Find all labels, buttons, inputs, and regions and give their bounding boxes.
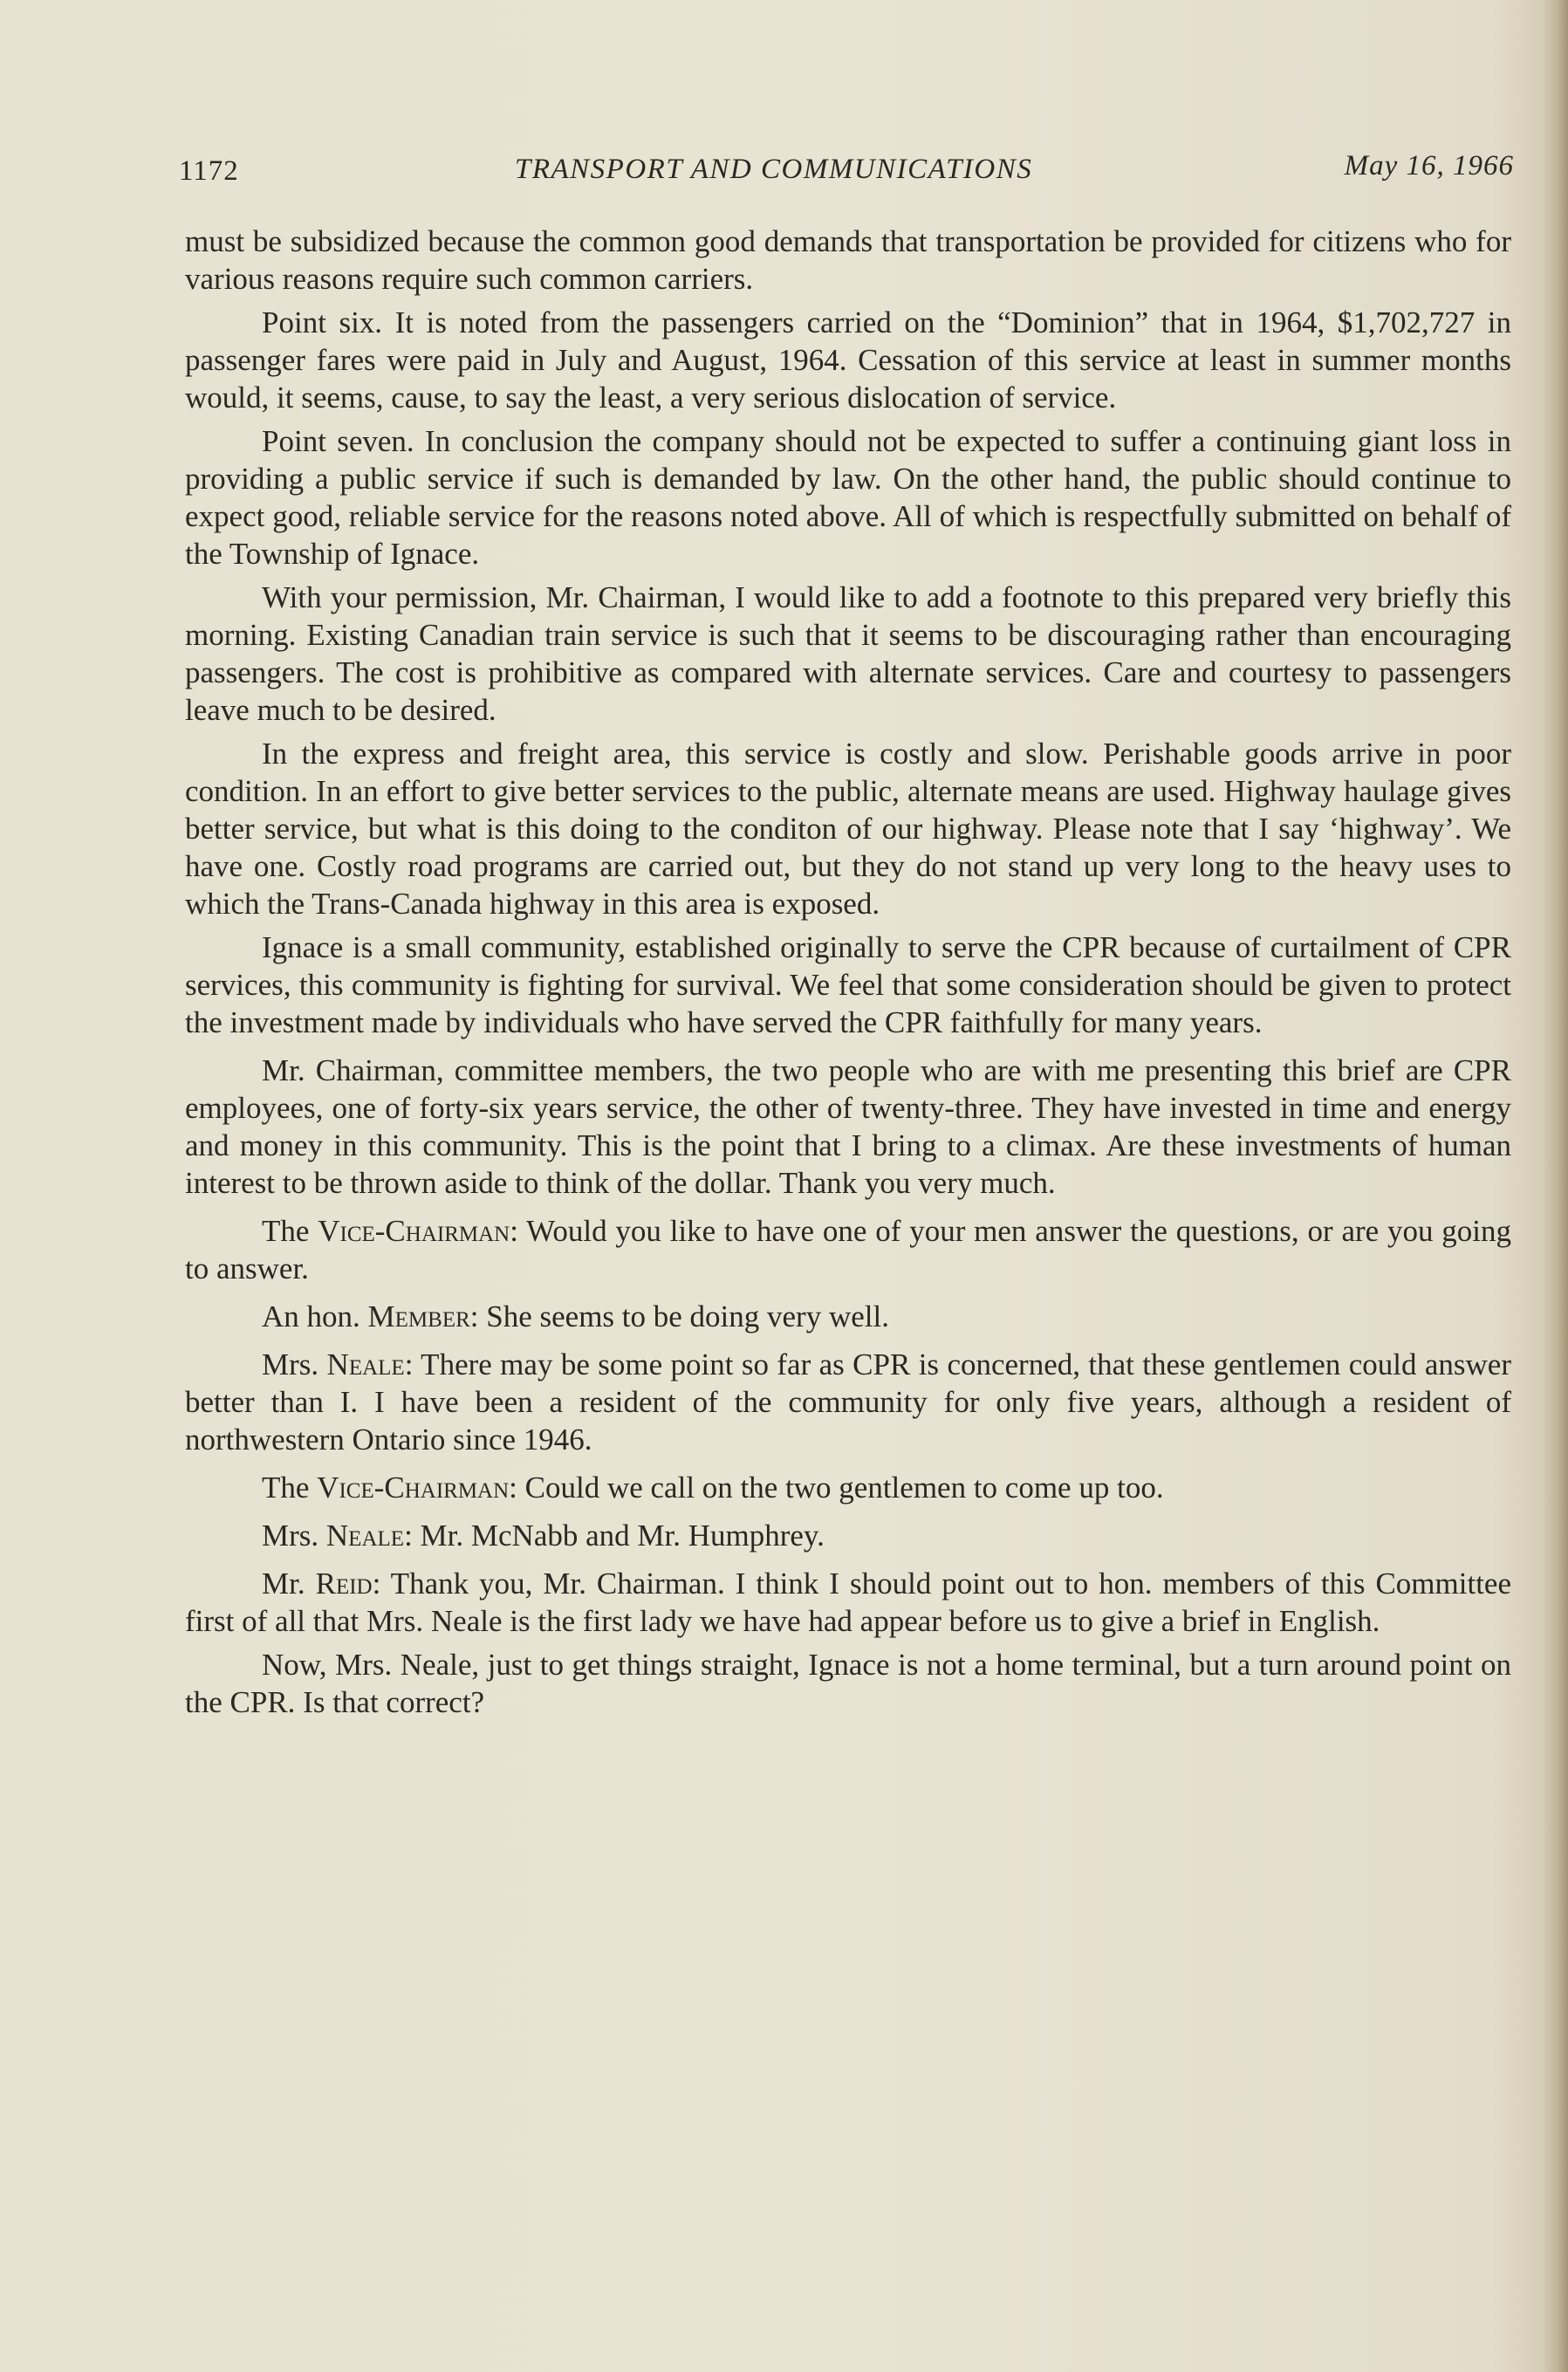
speaker-prefix: Mr. (262, 1566, 316, 1601)
speaker-prefix: Mrs. (262, 1347, 327, 1381)
speaker-name: Vice-Chairman (318, 1214, 510, 1248)
speaker-name: Neale (326, 1347, 405, 1381)
speech-text: : There may be some point so far as CPR is concerned, that these gentlemen could answer better than I. I have been a resident of the community for only five years, although a resident of northwestern Ontario since 1946. (185, 1347, 1511, 1457)
speech-text: : Thank you, Mr. Chairman. I think I should point out to hon. members of this Committee first of all that Mrs. Neale is the first lady we have had appear before us to give a brief in English. (185, 1566, 1511, 1638)
running-header (179, 150, 1514, 194)
paragraph: Point six. It is noted from the passengers carried on the “Dominion” that in 1964, $1,702,727 in passenger fares were paid in July and August, 1964. Cessation of this service at least in summer months would, it seems, cause, to say the least, a very serious dislocation of service. (185, 305, 1511, 415)
speaker-prefix: An hon. (262, 1299, 368, 1333)
paragraph: Point seven. In conclusion the company should not be expected to suffer a continuing giant loss in providing a public service if such is demanded by law. On the other hand, the public should continue to expect good, reliable service for the reasons noted above. All of which is respectfully submitted on behalf of the Township of Ignace. (185, 424, 1511, 571)
speech-paragraph (185, 1469, 1511, 1506)
speaker-prefix: The (262, 1214, 318, 1248)
speech-text: : She seems to be doing very well. (469, 1299, 889, 1333)
speaker-name: Member (367, 1299, 470, 1333)
speech-text: : Mr. McNabb and Mr. Humphrey. (404, 1518, 825, 1553)
speech-text: : Would you like to have one of your men answer the questions, or are you going to answer. (185, 1214, 1512, 1285)
speech-paragraph (185, 1565, 1511, 1640)
running-date: May 16, 1966 (1344, 150, 1514, 182)
page-number: 1172 (179, 155, 239, 187)
speaker-prefix: Mrs. (262, 1518, 326, 1553)
speech-paragraph (185, 1212, 1511, 1287)
page-spine-shadow (1542, 0, 1568, 2372)
paragraph: must be subsidized because the common good demands that transportation be provided for citizens who for various reasons require such common carriers. (185, 224, 1511, 296)
paragraph: In the express and freight area, this service is costly and slow. Perishable goods arrive in poor condition. In an effort to give better services to the public, alternate means are used. Highway haulage gives better service, but what is this doing to the conditon of our highway. Please note that I say ‘highway’. We have one. Costly road programs are carried out, but they do not stand up very long to the heavy uses to which the Trans-Canada highway in this area is exposed. (185, 737, 1511, 921)
speech-paragraph (185, 1298, 1511, 1335)
speaker-prefix: The (262, 1471, 318, 1505)
speaker-name: Reid (315, 1566, 373, 1601)
speech-paragraph (185, 1517, 1511, 1554)
body-text (185, 223, 1511, 1727)
paragraph: Now, Mrs. Neale, just to get things straight, Ignace is not a home terminal, but a turn around point on the CPR. Is that correct? (185, 1648, 1511, 1719)
paragraph: With your permission, Mr. Chairman, I would like to add a footnote to this prepared very briefly this morning. Existing Canadian train service is such that it seems to be discouraging rather than encouraging passengers. The cost is prohibitive as compared with alternate services. Care and courtesy to passengers leave much to be desired. (185, 580, 1511, 727)
paragraph: Mr. Chairman, committee members, the two people who are with me presenting this brief are CPR employees, one of forty-six years service, the other of twenty-three. They have invested in time and energy and money in this community. This is the point that I bring to a climax. Are these investments of human interest to be thrown aside to think of the dollar. Thank you very much. (185, 1053, 1511, 1200)
speaker-name: Vice-Chairman (317, 1471, 510, 1505)
running-title: TRANSPORT AND COMMUNICATIONS (515, 154, 1033, 185)
speaker-name: Neale (325, 1518, 405, 1553)
paragraph: Ignace is a small community, established originally to serve the CPR because of curtailment of CPR services, this community is fighting for survival. We feel that some consideration should be given to protect the investment made by individuals who have served the CPR faithfully for many years. (185, 930, 1511, 1039)
speech-text: : Could we call on the two gentlemen to come up too. (509, 1471, 1164, 1505)
speech-paragraph (185, 1346, 1511, 1458)
